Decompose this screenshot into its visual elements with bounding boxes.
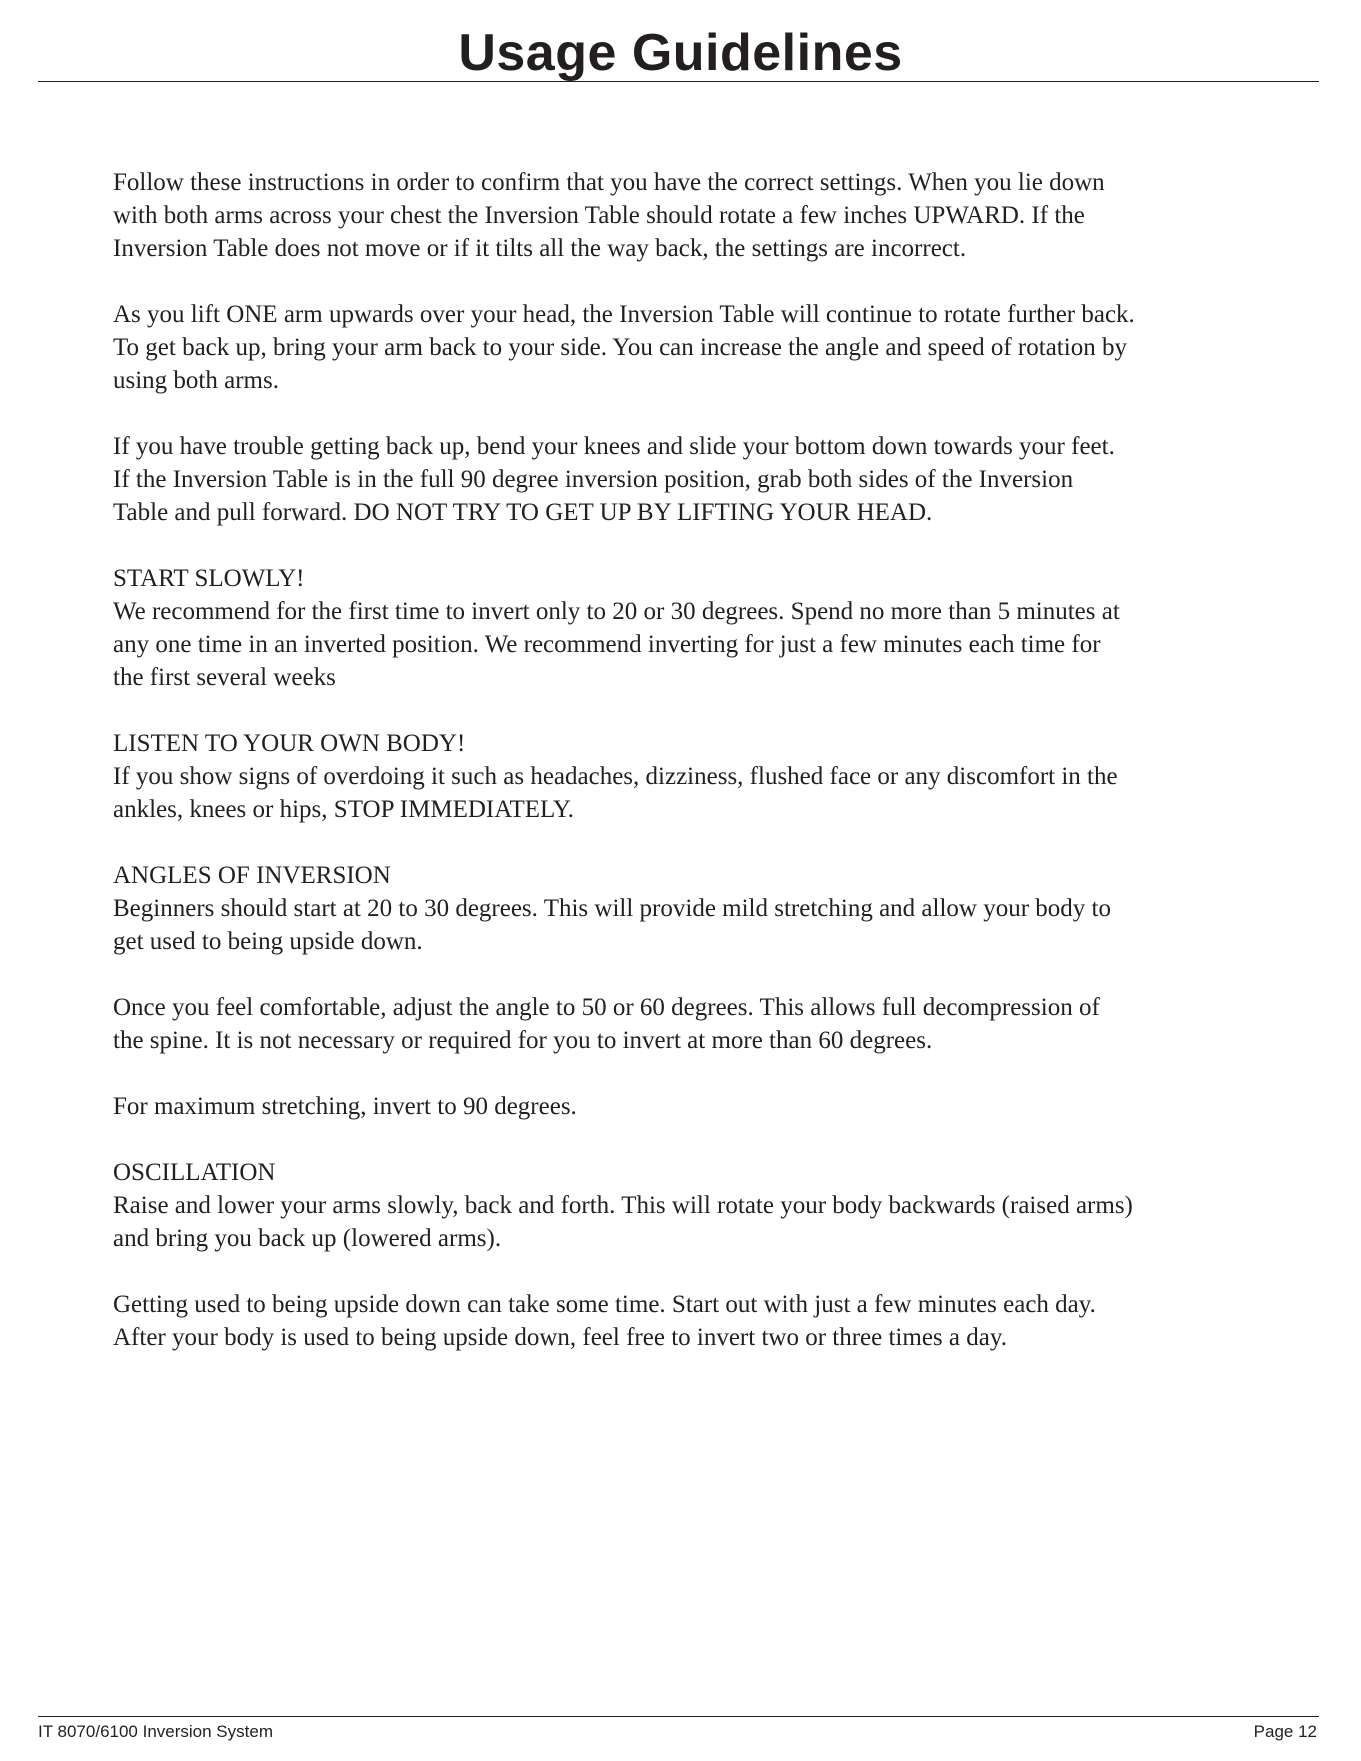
footer-product-name: IT 8070/6100 Inversion System: [38, 1722, 273, 1741]
header-rule: [38, 81, 1319, 82]
text-line: Table and pull forward. DO NOT TRY TO GET UP BY LIFTING YOUR HEAD.: [113, 499, 933, 526]
section-heading: START SLOWLY!: [113, 565, 305, 592]
text-line: Getting used to being upside down can take some time. Start out with just a few minutes each day.: [113, 1291, 1096, 1318]
text-line: To get back up, bring your arm back to your side. You can increase the angle and speed of rotation by: [113, 334, 1127, 361]
text-line: ankles, knees or hips, STOP IMMEDIATELY.: [113, 796, 574, 823]
section-heading: LISTEN TO YOUR OWN BODY!: [113, 730, 466, 757]
section-oscillation: [113, 1156, 1253, 1255]
text-line: get used to being upside down.: [113, 928, 423, 955]
text-line: If you show signs of overdoing it such as headaches, dizziness, flushed face or any discomfort in the: [113, 763, 1118, 790]
text-line: We recommend for the first time to invert only to 20 or 30 degrees. Spend no more than 5 minutes at: [113, 598, 1120, 625]
text-line: the first several weeks: [113, 664, 336, 691]
text-line: If the Inversion Table is in the full 90 degree inversion position, grab both sides of the Inversion: [113, 466, 1074, 493]
text-line: the spine. It is not necessary or required for you to invert at more than 60 degrees.: [113, 1027, 933, 1054]
text-line: Once you feel comfortable, adjust the angle to 50 or 60 degrees. This allows full decompression of: [113, 994, 1100, 1021]
paragraph-arm-rotation: [113, 298, 1253, 397]
text-line: As you lift ONE arm upwards over your head, the Inversion Table will continue to rotate further back.: [113, 301, 1135, 328]
text-line: After your body is used to being upside down, feel free to invert two or three times a day.: [113, 1324, 1007, 1351]
section-heading: OSCILLATION: [113, 1159, 276, 1186]
text-line: any one time in an inverted position. We recommend inverting for just a few minutes each time for: [113, 631, 1101, 658]
text-line: For maximum stretching, invert to 90 degrees.: [113, 1093, 577, 1120]
guidelines-body: [113, 166, 1253, 1387]
text-line: Raise and lower your arms slowly, back and forth. This will rotate your body backwards (raised arms): [113, 1192, 1133, 1219]
section-angles-of-inversion: [113, 859, 1253, 958]
text-line: using both arms.: [113, 367, 279, 394]
text-line: If you have trouble getting back up, bend your knees and slide your bottom down towards your feet.: [113, 433, 1115, 460]
page-title: Usage Guidelines: [458, 24, 903, 82]
section-listen-to-body: [113, 727, 1253, 826]
paragraph-maximum-stretching: [113, 1090, 1253, 1123]
section-heading: ANGLES OF INVERSION: [113, 862, 391, 889]
text-line: and bring you back up (lowered arms).: [113, 1225, 502, 1252]
text-line: with both arms across your chest the Inversion Table should rotate a few inches UPWARD. If the: [113, 202, 1085, 229]
footer-rule: [38, 1716, 1319, 1717]
text-line: Inversion Table does not move or if it tilts all the way back, the settings are incorrect.: [113, 235, 967, 262]
section-start-slowly: [113, 562, 1253, 694]
footer-page-number: Page 12: [1253, 1722, 1317, 1741]
paragraph-getting-back-up: [113, 430, 1253, 529]
text-line: Follow these instructions in order to confirm that you have the correct settings. When you lie down: [113, 169, 1105, 196]
paragraph-comfortable-angle: [113, 991, 1253, 1057]
paragraph-getting-used: [113, 1288, 1253, 1354]
paragraph-settings-check: [113, 166, 1253, 265]
text-line: Beginners should start at 20 to 30 degrees. This will provide mild stretching and allow your body to: [113, 895, 1111, 922]
